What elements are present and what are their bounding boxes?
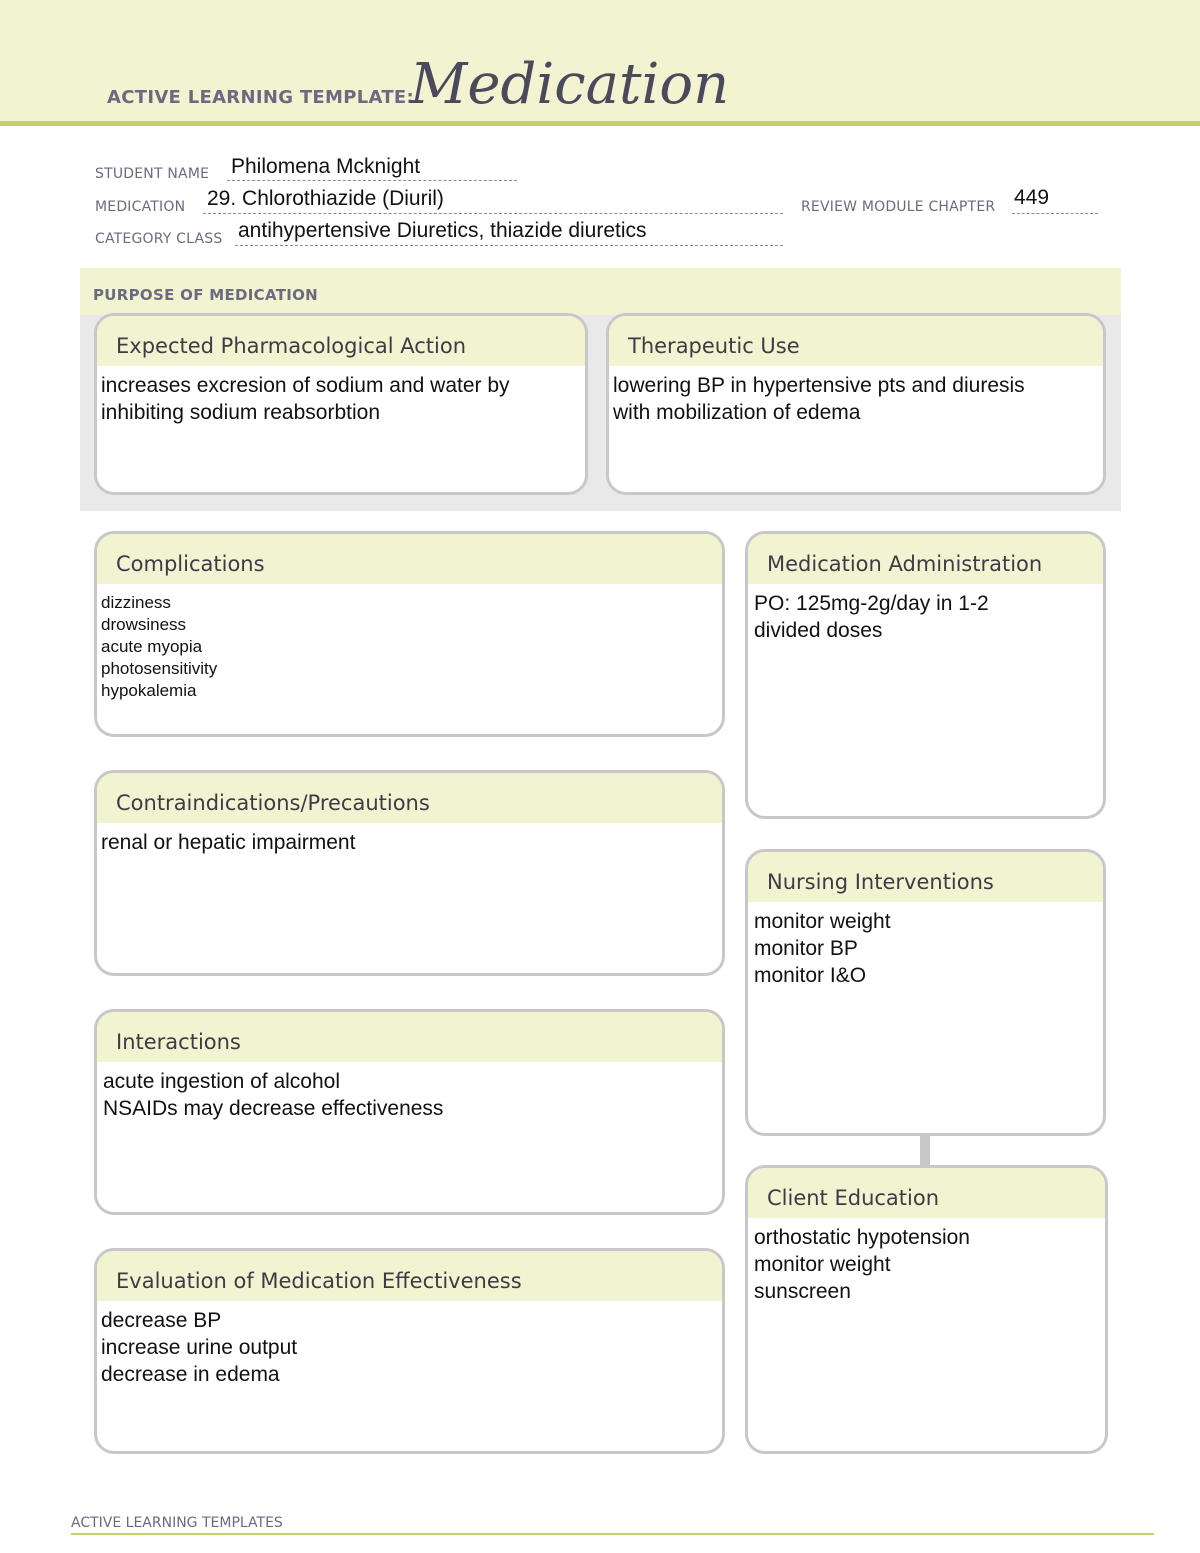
evaluation-line: decrease BP [101, 1309, 222, 1332]
nursing-title: Nursing Interventions [748, 852, 1103, 902]
review-module-field[interactable]: 449 [1014, 186, 1050, 209]
medication-label: MEDICATION [95, 199, 186, 215]
connector-bar [920, 1134, 930, 1167]
nursing-line: monitor BP [754, 937, 858, 960]
evaluation-title: Evaluation of Medication Effectiveness [97, 1251, 722, 1301]
therapeutic-use-line: lowering BP in hypertensive pts and diuresis [613, 374, 1025, 397]
client-education-card [745, 1165, 1108, 1454]
category-class-line [235, 245, 783, 246]
student-name-label: STUDENT NAME [95, 166, 210, 182]
complications-line: dizziness [101, 593, 171, 612]
review-module-line [1012, 213, 1098, 214]
footer-label: ACTIVE LEARNING TEMPLATES [71, 1515, 283, 1531]
review-module-label: REVIEW MODULE CHAPTER [801, 199, 996, 215]
administration-card [745, 531, 1106, 819]
complications-line: hypokalemia [101, 681, 197, 700]
expected-action-body[interactable] [97, 366, 585, 426]
contraindications-card [94, 770, 725, 976]
therapeutic-use-body[interactable] [609, 366, 1103, 426]
student-name-line [227, 180, 517, 181]
header-rule [0, 121, 1200, 126]
therapeutic-use-title: Therapeutic Use [609, 316, 1103, 366]
complications-line: photosensitivity [101, 659, 218, 678]
purpose-label: PURPOSE OF MEDICATION [93, 286, 319, 304]
complications-card [94, 531, 725, 737]
complications-body[interactable] [97, 584, 722, 702]
category-class-field[interactable]: antihypertensive Diuretics, thiazide diuretics [238, 219, 647, 242]
therapeutic-use-line: with mobilization of edema [613, 401, 861, 424]
complications-line: acute myopia [101, 637, 203, 656]
evaluation-body[interactable] [97, 1301, 722, 1388]
evaluation-card [94, 1248, 725, 1454]
footer-rule [71, 1533, 1154, 1535]
interactions-line: NSAIDs may decrease effectiveness [103, 1097, 444, 1120]
therapeutic-use-card [606, 313, 1106, 495]
evaluation-line: increase urine output [101, 1336, 298, 1359]
category-class-label: CATEGORY CLASS [95, 231, 223, 247]
administration-title: Medication Administration [748, 534, 1103, 584]
template-label: ACTIVE LEARNING TEMPLATE: [107, 87, 414, 108]
student-name-field[interactable]: Philomena Mcknight [231, 155, 421, 178]
client-education-body[interactable] [748, 1218, 1105, 1305]
page-title: Medication [410, 52, 730, 117]
client-education-line: sunscreen [754, 1280, 851, 1303]
complications-title: Complications [97, 534, 722, 584]
contraindications-line: renal or hepatic impairment [101, 831, 356, 854]
interactions-title: Interactions [97, 1012, 722, 1062]
evaluation-line: decrease in edema [101, 1363, 280, 1386]
expected-action-line: increases excresion of sodium and water by [101, 374, 510, 397]
client-education-line: orthostatic hypotension [754, 1226, 970, 1249]
contraindications-body[interactable] [97, 823, 722, 856]
interactions-line: acute ingestion of alcohol [103, 1070, 340, 1093]
administration-body[interactable] [748, 584, 1103, 644]
complications-line: drowsiness [101, 615, 187, 634]
client-education-line: monitor weight [754, 1253, 891, 1276]
client-education-title: Client Education [748, 1168, 1105, 1218]
nursing-body[interactable] [748, 902, 1103, 989]
nursing-line: monitor weight [754, 910, 891, 933]
expected-action-card [94, 313, 588, 495]
expected-action-line: inhibiting sodium reabsorbtion [101, 401, 380, 424]
nursing-card [745, 849, 1106, 1136]
expected-action-title: Expected Pharmacological Action [97, 316, 585, 366]
contraindications-title: Contraindications/Precautions [97, 773, 722, 823]
medication-line [203, 213, 783, 214]
interactions-body[interactable] [97, 1062, 722, 1122]
medication-field[interactable]: 29. Chlorothiazide (Diuril) [207, 187, 444, 210]
administration-line: PO: 125mg-2g/day in 1-2 [754, 592, 989, 615]
administration-line: divided doses [754, 619, 883, 642]
interactions-card [94, 1009, 725, 1215]
nursing-line: monitor I&O [754, 964, 867, 987]
